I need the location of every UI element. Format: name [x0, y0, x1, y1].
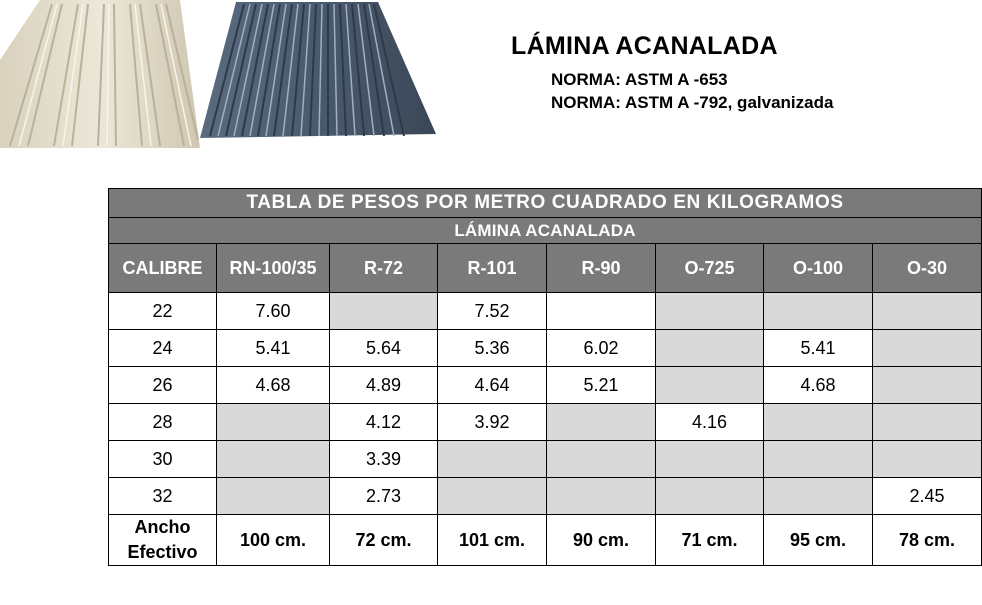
- trapezoidal-sheet-image: [0, 0, 200, 148]
- weight-cell: 4.68: [217, 367, 330, 404]
- effective-width-cell: 95 cm.: [764, 515, 873, 566]
- weight-cell: [764, 478, 873, 515]
- weight-cell: [656, 441, 764, 478]
- weight-cell: 3.39: [330, 441, 438, 478]
- weight-cell: [764, 404, 873, 441]
- weight-cell: 5.36: [438, 330, 547, 367]
- column-header: R-101: [438, 244, 547, 293]
- weight-cell: 4.64: [438, 367, 547, 404]
- weight-cell: [438, 478, 547, 515]
- weight-cell: [438, 441, 547, 478]
- effective-width-cell: 90 cm.: [547, 515, 656, 566]
- gauge-cell: 22: [109, 293, 217, 330]
- weight-cell: [873, 293, 982, 330]
- weights-table: [108, 188, 982, 566]
- effective-width-cell: 72 cm.: [330, 515, 438, 566]
- weight-cell: [656, 367, 764, 404]
- effective-width-label-line2: Efectivo: [127, 542, 198, 562]
- weight-cell: [764, 441, 873, 478]
- table-row: [109, 293, 982, 330]
- weight-cell: [656, 330, 764, 367]
- weight-cell: [547, 478, 656, 515]
- column-header: RN-100/35: [217, 244, 330, 293]
- column-header: R-72: [330, 244, 438, 293]
- weight-cell: [873, 367, 982, 404]
- weight-cell: 4.89: [330, 367, 438, 404]
- column-header: O-725: [656, 244, 764, 293]
- column-header: O-100: [764, 244, 873, 293]
- weight-cell: [656, 478, 764, 515]
- weight-cell: [873, 441, 982, 478]
- column-header: CALIBRE: [109, 244, 217, 293]
- column-header: R-90: [547, 244, 656, 293]
- weight-cell: [330, 293, 438, 330]
- weight-cell: 4.68: [764, 367, 873, 404]
- gauge-cell: 30: [109, 441, 217, 478]
- effective-width-label: [109, 515, 217, 566]
- norm-line-2: NORMA: ASTM A -792, galvanizada: [551, 93, 834, 112]
- weight-cell: [764, 293, 873, 330]
- page-title: LÁMINA ACANALADA: [511, 32, 778, 60]
- gauge-cell: 24: [109, 330, 217, 367]
- weight-cell: [547, 404, 656, 441]
- weight-cell: 4.16: [656, 404, 764, 441]
- column-header: O-30: [873, 244, 982, 293]
- weight-cell: [217, 478, 330, 515]
- table-row: [109, 478, 982, 515]
- table-row: [109, 404, 982, 441]
- weight-cell: [873, 404, 982, 441]
- effective-width-row: [109, 515, 982, 566]
- weight-cell: 2.45: [873, 478, 982, 515]
- corrugated-sheet-image: [200, 2, 436, 142]
- column-header-row: [109, 244, 982, 293]
- weight-cell: [217, 404, 330, 441]
- effective-width-label-line1: Ancho: [134, 517, 191, 537]
- table-row: [109, 441, 982, 478]
- gauge-cell: 28: [109, 404, 217, 441]
- weight-cell: [547, 441, 656, 478]
- table-body: [109, 293, 982, 515]
- table-row: [109, 367, 982, 404]
- weight-cell: [873, 330, 982, 367]
- weight-cell: 7.52: [438, 293, 547, 330]
- effective-width-cell: 78 cm.: [873, 515, 982, 566]
- effective-width-cell: 71 cm.: [656, 515, 764, 566]
- effective-width-cell: 101 cm.: [438, 515, 547, 566]
- gauge-cell: 32: [109, 478, 217, 515]
- weight-cell: [656, 293, 764, 330]
- weight-cell: 6.02: [547, 330, 656, 367]
- weight-cell: [547, 293, 656, 330]
- table-row: [109, 330, 982, 367]
- weight-cell: 5.64: [330, 330, 438, 367]
- weight-cell: 4.12: [330, 404, 438, 441]
- gauge-cell: 26: [109, 367, 217, 404]
- weight-cell: 5.21: [547, 367, 656, 404]
- norm-line-1: NORMA: ASTM A -653: [551, 70, 728, 89]
- weight-cell: [217, 441, 330, 478]
- weight-cell: 5.41: [764, 330, 873, 367]
- effective-width-cell: 100 cm.: [217, 515, 330, 566]
- weight-cell: 3.92: [438, 404, 547, 441]
- weight-cell: 2.73: [330, 478, 438, 515]
- weight-cell: 5.41: [217, 330, 330, 367]
- table-subtitle: LÁMINA ACANALADA: [109, 218, 982, 244]
- table-title: TABLA DE PESOS POR METRO CUADRADO EN KILOGRAMOS: [109, 189, 982, 218]
- weight-cell: 7.60: [217, 293, 330, 330]
